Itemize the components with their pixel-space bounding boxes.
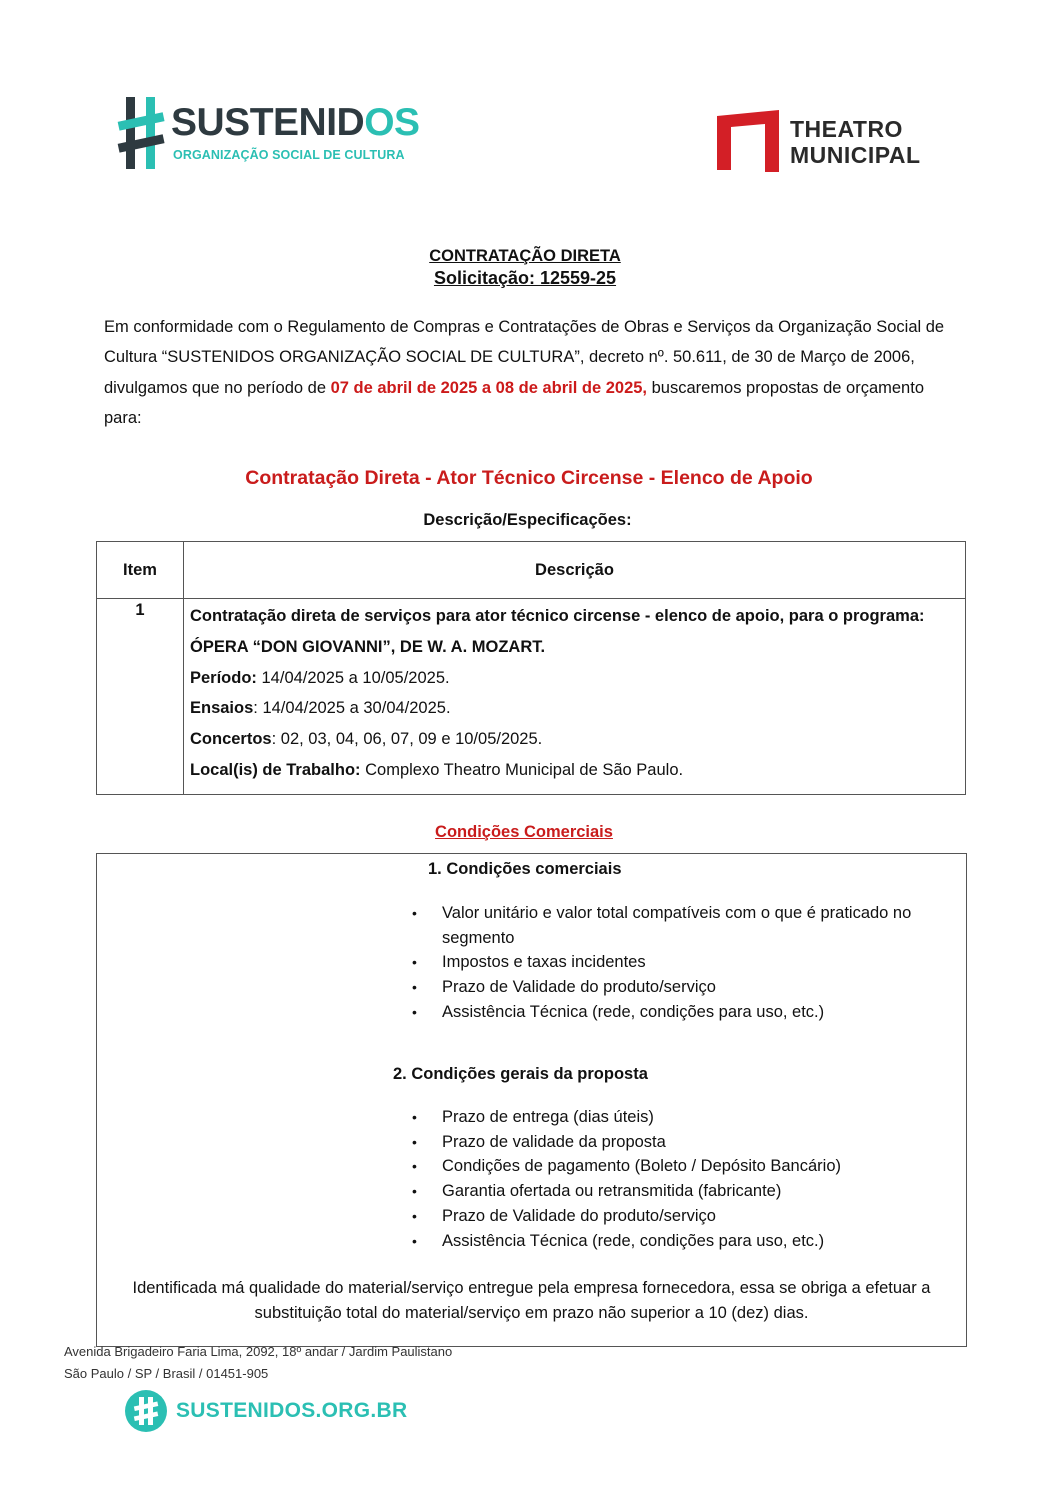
list-item: • Garantia ofertada ou retransmitida (fabricante) <box>442 1179 962 1204</box>
col-desc-header: Descrição <box>184 542 966 599</box>
list-item: • Assistência Técnica (rede, condições para uso, etc.) <box>442 1000 962 1025</box>
table-row <box>97 599 966 795</box>
item-headline: Contratação direta de serviços para ator técnico circense - elenco de apoio, para o programa: ÓPERA “DON GIOVANNI”, DE W. A. MOZART. <box>190 607 925 656</box>
hash-circle-icon <box>124 1389 168 1433</box>
theatro-emblem-icon <box>715 110 781 174</box>
list-item: • Prazo de Validade do produto/serviço <box>442 1204 962 1229</box>
closing-note: Identificada má qualidade do material/serviço entregue pela empresa fornecedora, essa se obriga a efetuar a substituição total do material/serviço em prazo não superior a 10 (dez) dias. <box>132 1279 931 1322</box>
request-number: Solicitação: 12559-25 <box>433 268 617 288</box>
section2-list <box>442 1105 962 1253</box>
footer-url: SUSTENIDOS.ORG.BR <box>176 1399 408 1422</box>
conditions-title: Condições Comerciais <box>435 823 613 841</box>
period-highlight: 07 de abril de 2025 a 08 de abril de 2025, <box>330 378 648 397</box>
list-item: • Assistência Técnica (rede, condições para uso, etc.) <box>442 1229 962 1254</box>
list-item: • Impostos e taxas incidentes <box>442 950 962 975</box>
sustenidos-logo <box>116 95 420 171</box>
list-item: • Prazo de entrega (dias úteis) <box>442 1105 962 1130</box>
subject-heading: Contratação Direta - Ator Técnico Circense - Elenco de Apoio <box>245 467 813 489</box>
col-item-header: Item <box>97 542 184 599</box>
item-description <box>184 599 966 795</box>
hash-logo-icon <box>116 95 168 171</box>
section1-title: 1. Condições comerciais <box>428 860 622 878</box>
list-item: • Valor unitário e valor total compatíveis com o que é praticado no segmento <box>442 901 962 950</box>
list-item: • Prazo de validade da proposta <box>442 1130 962 1155</box>
sustenidos-tagline: ORGANIZAÇÃO SOCIAL DE CULTURA <box>173 148 405 162</box>
periodo-line: Período: 14/04/2025 a 10/05/2025. <box>190 668 450 687</box>
spec-label: Descrição/Especificações: <box>423 511 632 529</box>
theatro-wordmark: THEATRO MUNICIPAL <box>790 116 921 168</box>
spec-table <box>96 541 966 795</box>
address-line-1: Avenida Brigadeiro Faria Lima, 2092, 18º andar / Jardim Paulistano <box>64 1344 453 1359</box>
theatro-municipal-logo <box>715 110 955 174</box>
table-header-row <box>97 542 966 599</box>
footer-logo <box>124 1389 408 1437</box>
local-line: Local(is) de Trabalho: Complexo Theatro Municipal de São Paulo. <box>190 760 684 779</box>
item-number: 1 <box>97 599 184 795</box>
section1-list <box>442 901 962 1025</box>
sustenidos-wordmark: SUSTENIDOS <box>171 101 420 144</box>
list-item: • Prazo de Validade do produto/serviço <box>442 975 962 1000</box>
intro-paragraph: Em conformidade com o Regulamento de Compras e Contratações de Obras e Serviços da Organização Social de Cultura “SUSTENIDOS ORGANIZAÇÃO SOCIAL DE CULTURA”, decreto nº. 50.611, de 30 de Março de 2006, divulgamos que no período de 07 de abril de 2025 a 08 de abril de 2025, buscaremos propostas de orçamento para: <box>104 318 945 427</box>
document-title: CONTRATAÇÃO DIRETA <box>429 247 621 265</box>
section2-title: 2. Condições gerais da proposta <box>393 1065 648 1083</box>
concertos-line: Concertos: 02, 03, 04, 06, 07, 09 e 10/05/2025. <box>190 730 543 749</box>
address-line-2: São Paulo / SP / Brasil / 01451-905 <box>64 1366 269 1381</box>
ensaios-line: Ensaios: 14/04/2025 a 30/04/2025. <box>190 699 451 718</box>
conditions-box <box>96 853 967 1347</box>
list-item: • Condições de pagamento (Boleto / Depósito Bancário) <box>442 1154 962 1179</box>
